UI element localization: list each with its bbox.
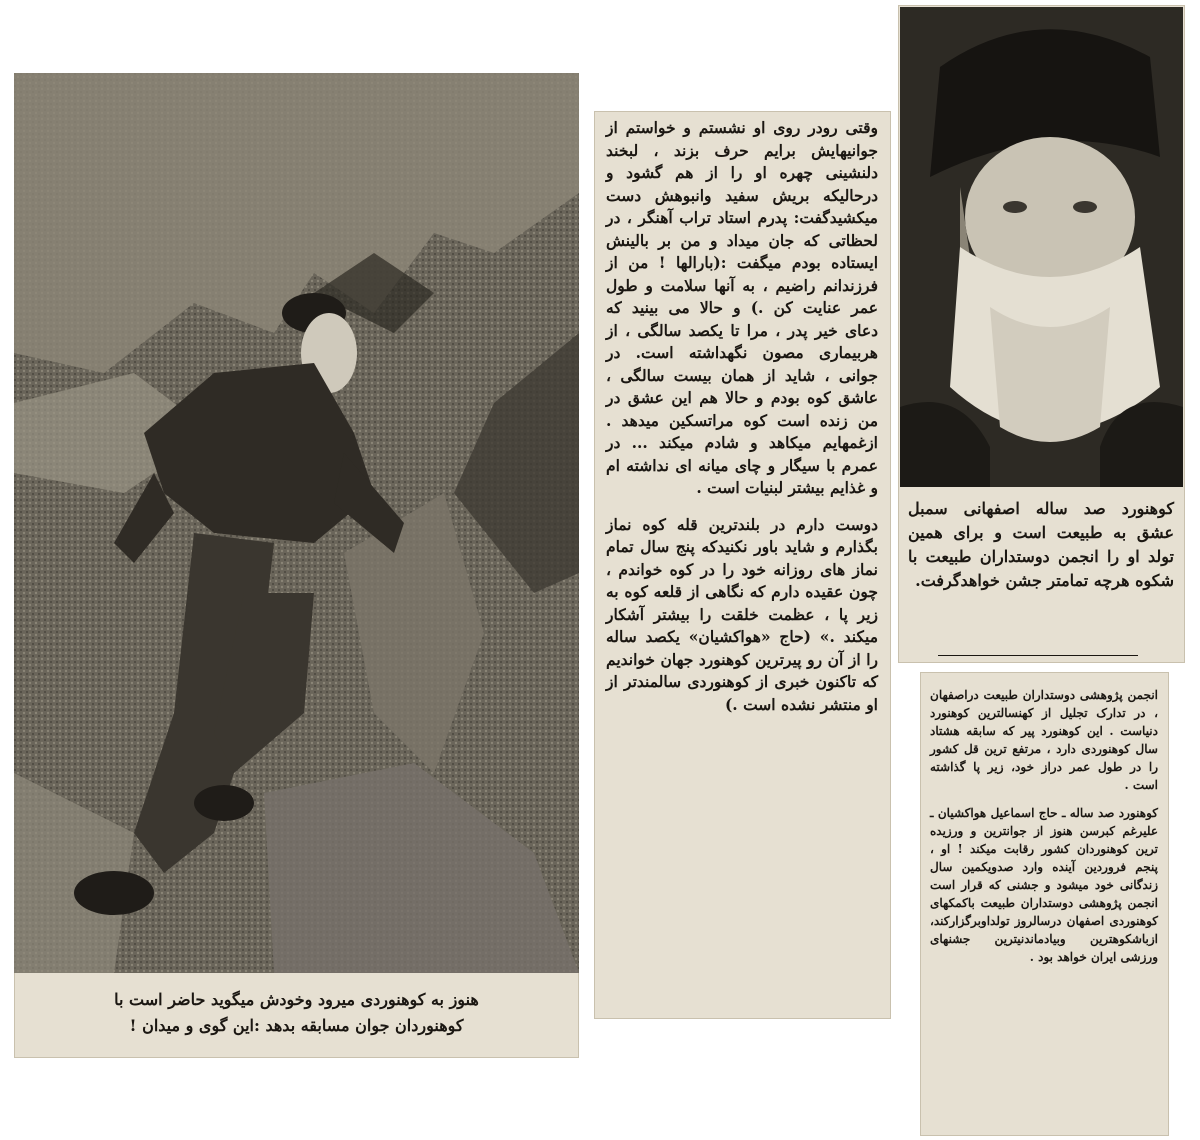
divider: [938, 655, 1138, 656]
portrait-clipping: [898, 5, 1185, 663]
news-brief-text: [930, 686, 1158, 976]
portrait-photo: [900, 7, 1183, 487]
article-paragraph: وقتی رودر روی او نشستم و خواستم از جوانیهایش برایم حرف بزند ، لبخند دلنشینی چهره او را از هم گشود و درحالیکه بریش سفید وانبوهش دست میکشیدگفت: پدرم استاد تراب آهنگر ، در لحظاتی که جان میداد و من بر بالینش ایستاده بودم میگفت :(بارالها ! من از فرزندانم راضیم ، به آنها سلامت و طول عمر عنایت کن .) و حالا می بینید که دعای خیر پدر ، مرا تا یکصد سالگی ، از هربیماری مصون نگهداشته است. در جوانی ، شاید از همان بیست سالگی ، عاشق کوه بودم و حالا هم این عشق در من زنده است کوه مراتسکین میدهد . ازغمهایم میکاهد و شادم میکند ... در عمرم با سیگار و چای میانه ای نداشته ام و غذایم بیشتر لبنیات است .: [606, 118, 878, 497]
article-paragraph: دوست دارم در بلندترین قله کوه نماز بگذارم و شاید باور نکنیدکه پنج سال تمام نماز های روزانه خود را در کوه خواندم ، چون عقیده دارم که نگاهی از قلعه کوه به زیر پا ، عظمت خلقت را بیشتر آشکار میکند .» (حاج «هواکشیان» یکصد ساله را از آن رو پیرترین کوهنورد جهان خواندیم که تاکنون خبری از کوهنوردی سالمندتر از او منتشر نشده است .): [606, 514, 878, 714]
photo-caption: [14, 973, 579, 1058]
brief-paragraph: کوهنورد صد ساله ـ حاج اسماعیل هواکشیان ـ علیرغم کبرسن هنوز از جوانترین و ورزیده ترین کوهنوردان کشور رقابت میکند ! او ، پنجم فروردین آینده وارد صدویکمین سال زندگانی خود میشود و جشنی که قرار است انجمن پژوهشی دوستداران طبیعت باکمکهای کوهنوردی اصفهان درسالروز تولداوبرگزارکند، ازباشکوهترین وبیادماندنیترین جشنهای ورزشی ایران خواهد بود .: [930, 806, 1158, 964]
caption-line-1: هنوز به کوهنوردی میرود وخودش میگوید حاضر است با: [114, 990, 479, 1009]
caption-line-2: کوهنوردان جوان مسابقه بدهد :این گوی و میدان !: [129, 1016, 464, 1035]
brief-paragraph: انجمن پژوهشی دوستداران طبیعت دراصفهان ، در تدارک تجلیل از کهنسالترین کوهنورد دنیاست . این کوهنورد پیر که سابقه هشتاد سال کوهنوردی دارد ، مرتفع ترین قل کشور را در طول عمر دراز خود، زیر پا گذاشته است .: [930, 688, 1158, 792]
news-brief-clipping: [920, 672, 1169, 1136]
middle-article-text: [606, 117, 878, 730]
climber-photo: [14, 73, 579, 973]
portrait-caption: کوهنورد صد ساله اصفهانی سمبل عشق به طبیعت است و برای همین تولد او را انجمن دوستداران طبیعت با شکوه هرچه تمامتر جشن خواهدگرفت.: [908, 499, 1174, 590]
middle-article-clipping: [594, 111, 891, 1019]
photo-clipping: [14, 73, 579, 1058]
